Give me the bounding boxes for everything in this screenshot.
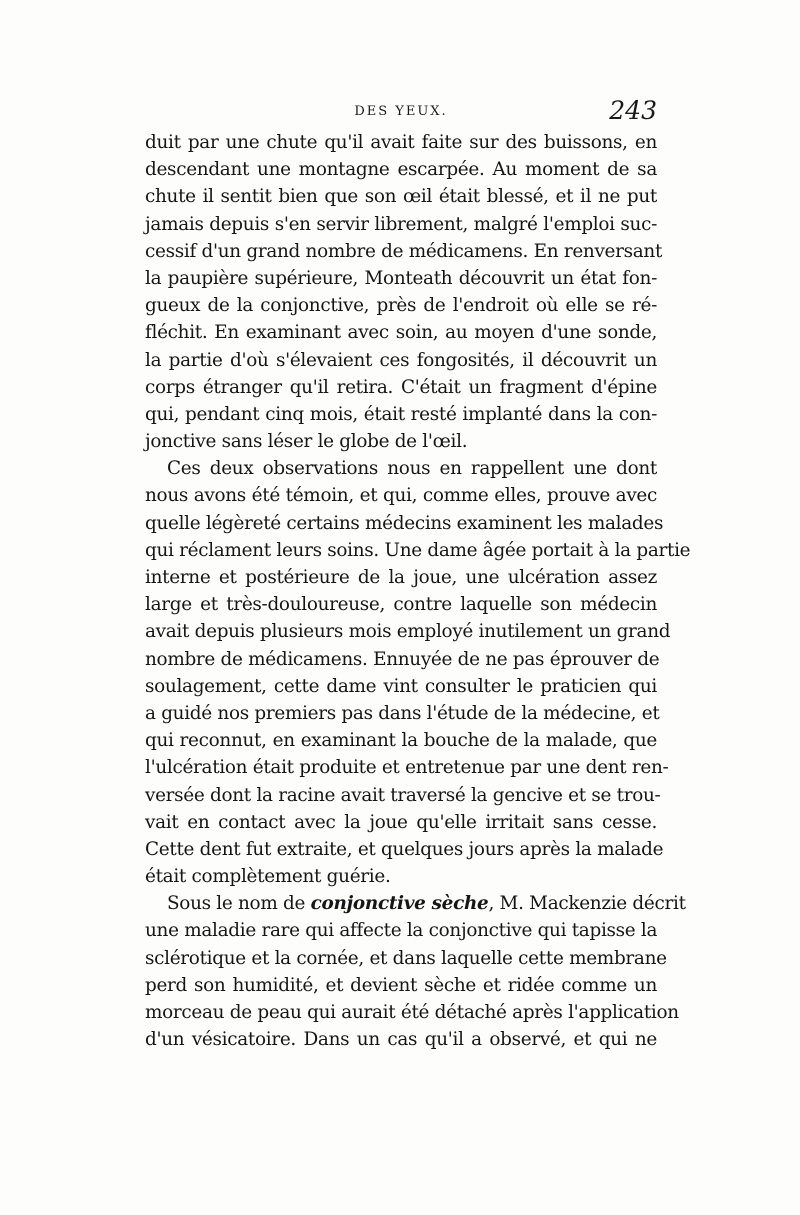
text-line: versée dont la racine avait traversé la gencive et se trou- (145, 784, 661, 806)
text-fragment: Sous le nom de (167, 893, 311, 915)
text-line: vait en contact avec la joue qu'elle irritait sans cesse. (145, 811, 657, 833)
text-line: interne et postérieure de la joue, une ulcération assez (145, 567, 657, 588)
text-line: gueux de la conjonctive, près de l'endroit où elle se ré- (145, 295, 657, 317)
text-line: cessif d'un grand nombre de médicamens. En renversant (145, 240, 663, 262)
text-line: qui réclament leurs soins. Une dame âgée portait à la partie (145, 539, 691, 561)
text-line: soulagement, cette dame vint consulter le praticien qui (145, 675, 657, 697)
text-line: était complètement guérie. (145, 866, 391, 888)
running-title: DES YEUX. (354, 104, 448, 119)
text-line: descendant une montagne escarpée. Au moment de sa (145, 159, 657, 181)
text-line: une maladie rare qui affecte la conjonctive qui tapisse la (145, 920, 658, 942)
emphasized-term: conjonctive sèche (310, 893, 489, 915)
text-line: fléchit. En examinant avec soin, au moyen d'une sonde, (145, 322, 657, 344)
text-line: a guidé nos premiers pas dans l'étude de la médecine, et (145, 702, 660, 724)
text-line: la partie d'où s'élevaient ces fongosités, il découvrit un (145, 349, 657, 371)
text-line: Cette dent fut extraite, et quelques jours après la malade (145, 838, 664, 860)
text-line: corps étranger qu'il retira. C'était un fragment d'épine (145, 376, 657, 398)
text-line: Ces deux observations nous en rappellent une dont (167, 458, 657, 480)
text-line: sclérotique et la cornée, et dans laquelle cette membrane (145, 947, 667, 969)
text-line: morceau de peau qui aurait été détaché après l'application (145, 1002, 679, 1023)
running-head (145, 98, 657, 128)
text-line: l'ulcération était produite et entretenue par une dent ren- (145, 757, 669, 779)
text-fragment: , M. Mackenzie décrit (488, 893, 686, 915)
text-line: nous avons été témoin, et qui, comme elles, prouve avec (145, 485, 657, 507)
text-line: nombre de médicamens. Ennuyée de ne pas éprouver de (145, 648, 660, 670)
text-line: quelle légèreté certains médecins examinent les malades (145, 512, 664, 534)
text-line: avait depuis plusieurs mois employé inutilement un grand (145, 621, 671, 643)
text-line: duit par une chute qu'il avait faite sur des buissons, en (145, 132, 657, 153)
text-line: perd son humidité, et devient sèche et ridée comme un (145, 974, 657, 996)
text-line: la paupière supérieure, Monteath découvrit un état fon- (145, 267, 657, 289)
text-line: qui, pendant cinq mois, était resté implanté dans la con- (145, 403, 657, 425)
text-line: jonctive sans léser le globe de l'œil. (145, 431, 468, 453)
text-line: d'un vésicatoire. Dans un cas qu'il a observé, et qui ne (145, 1029, 657, 1051)
body-text (145, 129, 691, 1053)
page-number: 243 (609, 96, 657, 125)
text-line: chute il sentit bien que son œil était blessé, et il ne put (145, 186, 657, 208)
text-line (145, 890, 686, 917)
text-line: large et très-douloureuse, contre laquelle son médecin (145, 594, 657, 616)
text-line: jamais depuis s'en servir librement, malgré l'emploi suc- (145, 213, 657, 235)
text-line: qui reconnut, en examinant la bouche de la malade, que (145, 730, 657, 752)
